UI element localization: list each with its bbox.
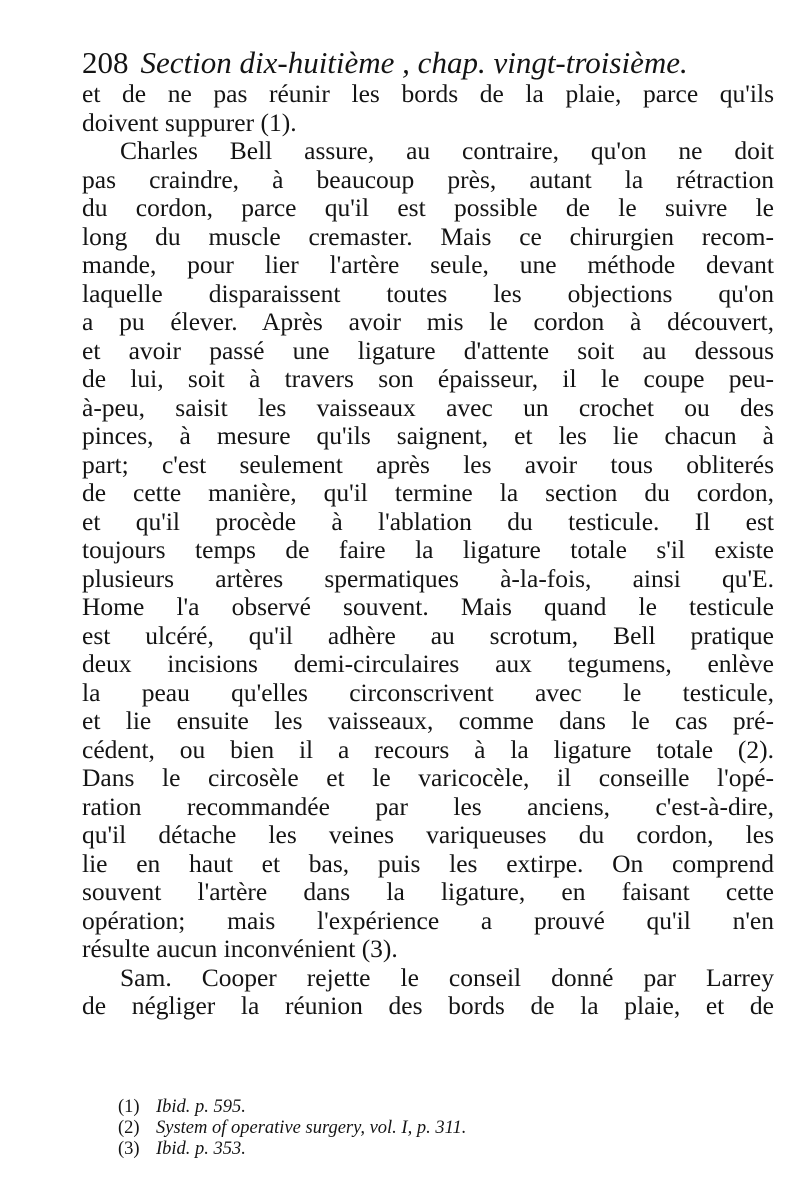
text-line: à-peu, saisit les vaisseaux avec un crochet ou des [82,392,774,422]
body-text [82,80,774,1021]
running-title: Section dix-huitième , chap. vingt-troisième. [140,45,688,80]
footnote-marker: (2) [118,1118,140,1138]
footnote-marker: (3) [118,1139,140,1159]
text-line: et de ne pas réunir les bords de la plaie, parce qu'ils [82,79,774,108]
text-line: de lui, soit à travers son épaisseur, il le coupe peu- [82,364,774,393]
text-line: la peau qu'elles circonscrivent avec le testicule, [82,677,774,707]
text-line: de cette manière, qu'il termine la section du cordon, [82,478,774,507]
text-line: ration recommandée par les anciens, c'est-à-dire, [82,791,774,821]
text-line: deux incisions demi-circulaires aux tegumens, enlève [82,649,774,678]
text-line: du cordon, parce qu'il est possible de le suivre le [82,193,774,222]
text-line: souvent l'artère dans la ligature, en faisant cette [82,877,774,906]
text-line: et qu'il procède à l'ablation du testicule. Il est [82,506,774,536]
footnote [118,1097,718,1118]
footnote [118,1139,718,1160]
text-line: opération; mais l'expérience a prouvé qu'il n'en [82,905,774,935]
text-line: pinces, à mesure qu'ils saignent, et les lie chacun à [82,421,774,450]
text-line: Home l'a observé souvent. Mais quand le testicule [82,592,774,621]
text-line: lie en haut et bas, puis les extirpe. On comprend [82,848,774,878]
page-number: 208 [82,45,129,80]
text-line: résulte aucun inconvénient (3). [82,934,398,963]
text-line: laquelle disparaissent toutes les objections qu'on [82,278,774,308]
text-line: part; c'est seulement après les avoir tous obliterés [82,449,774,479]
footnote-text: Ibid. p. 595. [156,1097,246,1117]
text-line: long du muscle cremaster. Mais ce chirurgien recom- [82,221,774,251]
text-line: toujours temps de faire la ligature totale s'il existe [82,535,774,564]
text-line: cédent, ou bien il a recours à la ligature totale (2). [82,734,774,764]
text-line: de négliger la réunion des bords de la plaie, et de [82,991,774,1020]
footnote-text: System of operative surgery, vol. I, p. 311. [156,1118,467,1138]
text-line: est ulcéré, qu'il adhère au scrotum, Bell pratique [82,620,774,650]
footnote-text: Ibid. p. 353. [156,1139,246,1159]
footnote-marker: (1) [118,1097,140,1117]
text-line: pas craindre, à beaucoup près, autant la rétraction [82,164,774,194]
text-line: mande, pour lier l'artère seule, une méthode devant [82,250,774,279]
text-line: Sam. Cooper rejette le conseil donné par Larrey [120,962,774,992]
page-header [82,42,772,84]
text-line: doivent suppurer (1). [82,107,297,137]
text-line: Charles Bell assure, au contraire, qu'on ne doit [120,136,774,165]
text-line: plusieurs artères spermatiques à-la-fois, ainsi qu'E. [82,563,774,593]
text-line: qu'il détache les veines variqueuses du cordon, les [82,820,774,849]
footnote [118,1118,718,1139]
text-line: et lie ensuite les vaisseaux, comme dans le cas pré- [82,706,774,735]
footnotes [118,1097,718,1160]
text-line: a pu élever. Après avoir mis le cordon à découvert, [82,307,774,336]
text-line: Dans le circosèle et le varicocèle, il conseille l'opé- [82,763,774,792]
text-line: et avoir passé une ligature d'attente soit au dessous [82,335,774,365]
